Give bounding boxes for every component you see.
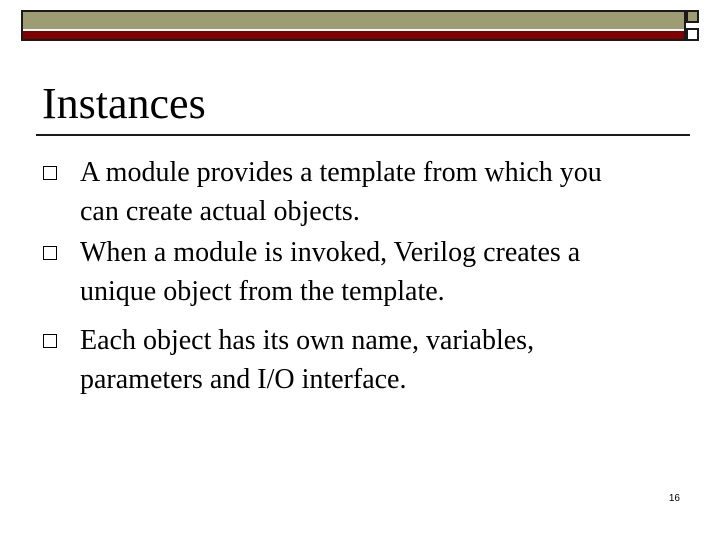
header-olive-stripe <box>23 12 684 29</box>
bullet-text-line: When a module is invoked, Verilog creates a <box>80 237 581 268</box>
bullet-text <box>80 233 690 311</box>
bullet-text-line: A module provides a template from which you <box>80 157 602 188</box>
bullet-text-line: parameters and I/O interface. <box>80 364 407 395</box>
slide-title: Instances <box>42 79 206 128</box>
header-corner-square-upper <box>686 10 699 23</box>
hollow-square-bullet-icon <box>43 334 57 348</box>
hollow-square-bullet-icon <box>43 246 57 260</box>
title-underline-rule <box>36 134 690 136</box>
header-corner-square-lower <box>686 28 699 41</box>
page-number: 16 <box>668 493 680 504</box>
bullet-text-line: can create actual objects. <box>80 196 360 227</box>
bullet-text <box>80 153 690 231</box>
bullet-text-line: Each object has its own name, variables, <box>80 325 535 356</box>
header-maroon-stripe <box>23 31 684 39</box>
bullet-text-line: unique object from the template. <box>80 276 445 307</box>
hollow-square-bullet-icon <box>43 166 57 180</box>
bullet-text <box>80 321 690 399</box>
header-decoration-band <box>21 10 686 41</box>
